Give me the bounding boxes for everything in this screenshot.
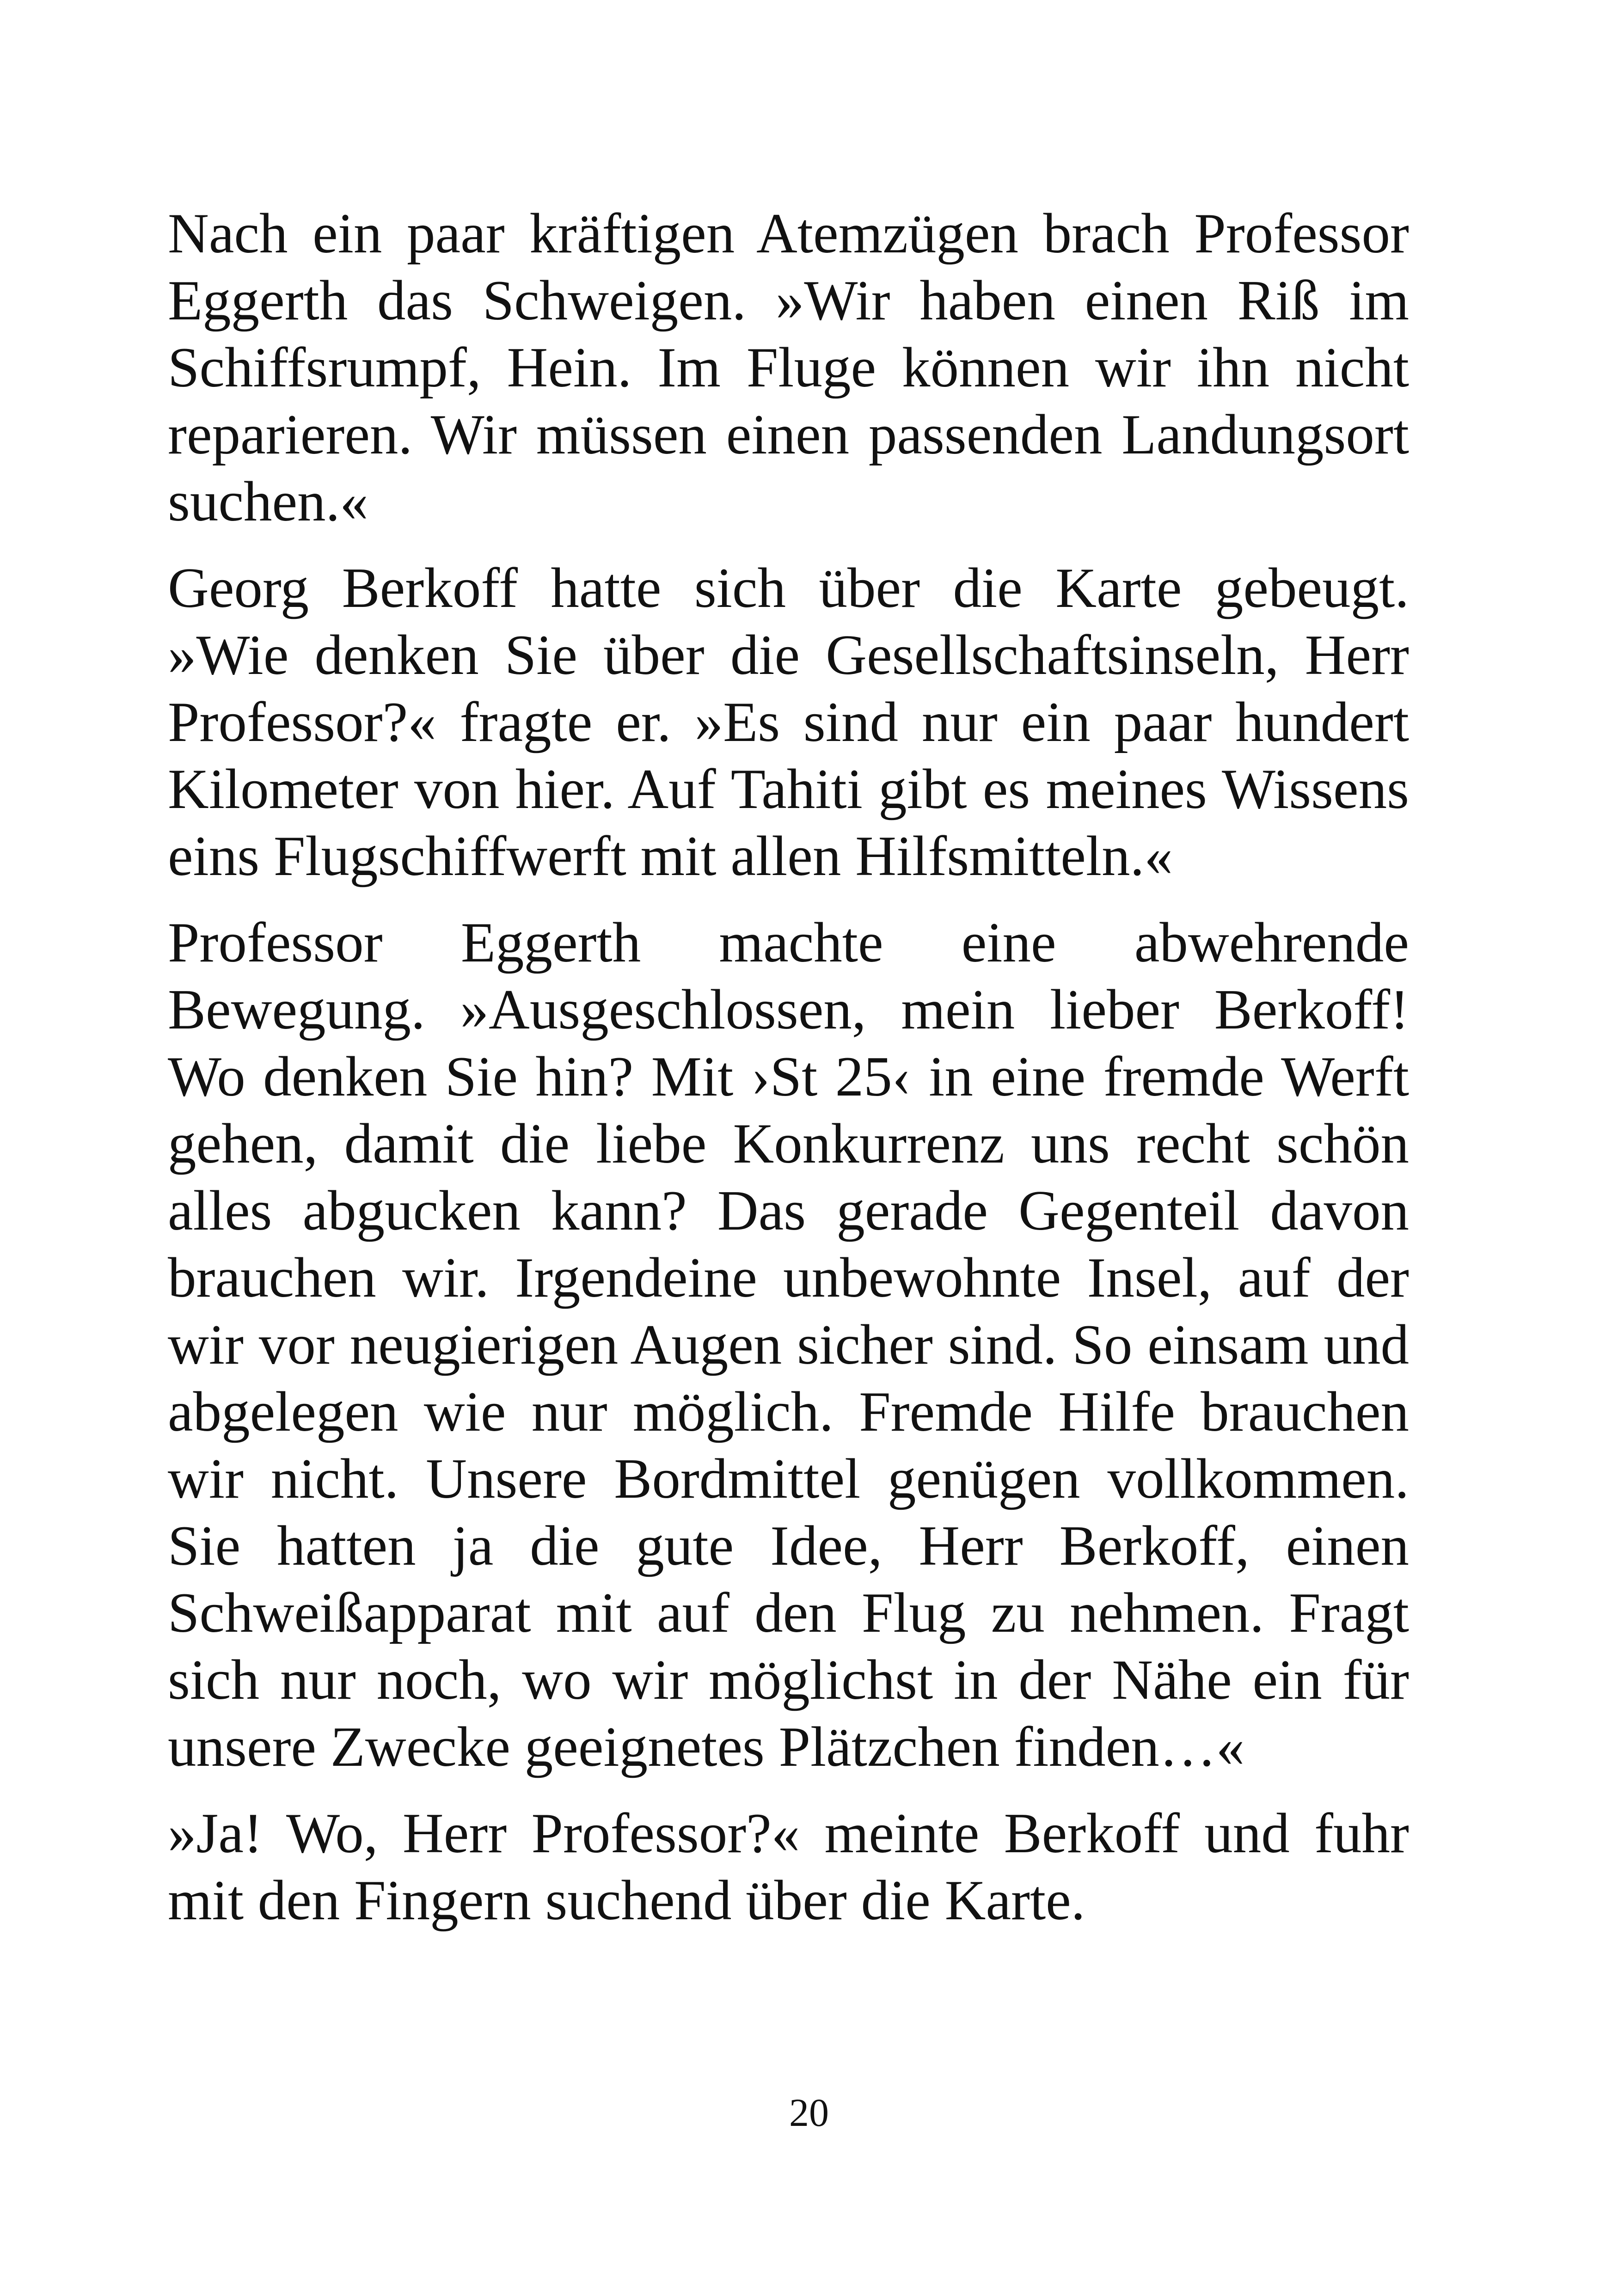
paragraph-4: »Ja! Wo, Herr Professor?« meinte Berkoff und fuhr mit den Fingern suchend über die Karte. (168, 1801, 1409, 1932)
paragraph-1: Nach ein paar kräftigen Atemzügen brach Professor Eggerth das Schweigen. »Wir haben einen Riß im Schiffsrumpf, Hein. Im Fluge können wir ihn nicht reparieren. Wir müssen einen passenden Landungsort suchen.« (168, 202, 1409, 533)
page-number: 20 (789, 2090, 829, 2135)
paragraph-2: Georg Berkoff hatte sich über die Karte gebeugt. »Wie denken Sie über die Gesellschaftsinseln, Herr Professor?« fragte er. »Es sind nur ein paar hundert Kilometer von hier. Auf Tahiti gibt es meines Wissens eins Flugschiffwerft mit allen Hilfsmitteln.« (168, 556, 1409, 888)
paragraph-3: Professor Eggerth machte eine abwehrende Bewegung. »Ausgeschlossen, mein lieber Berkoff! Wo denken Sie hin? Mit ›St 25‹ in eine fremde Werft gehen, damit die liebe Konkurrenz uns recht schön alles abgucken kann? Das gerade Gegenteil davon brauchen wir. Irgendeine unbewohnte Insel, auf der wir vor neugierigen Augen sicher sind. So einsam und abgelegen wie nur möglich. Fremde Hilfe brauchen wir nicht. Unsere Bordmittel genügen vollkommen. Sie hatten ja die gute Idee, Herr Berkoff, einen Schweißapparat mit auf den Flug zu nehmen. Fragt sich nur noch, wo wir möglichst in der Nähe ein für unsere Zwecke geeignetes Plätzchen finden…« (168, 911, 1409, 1778)
body-text (168, 200, 1409, 1953)
